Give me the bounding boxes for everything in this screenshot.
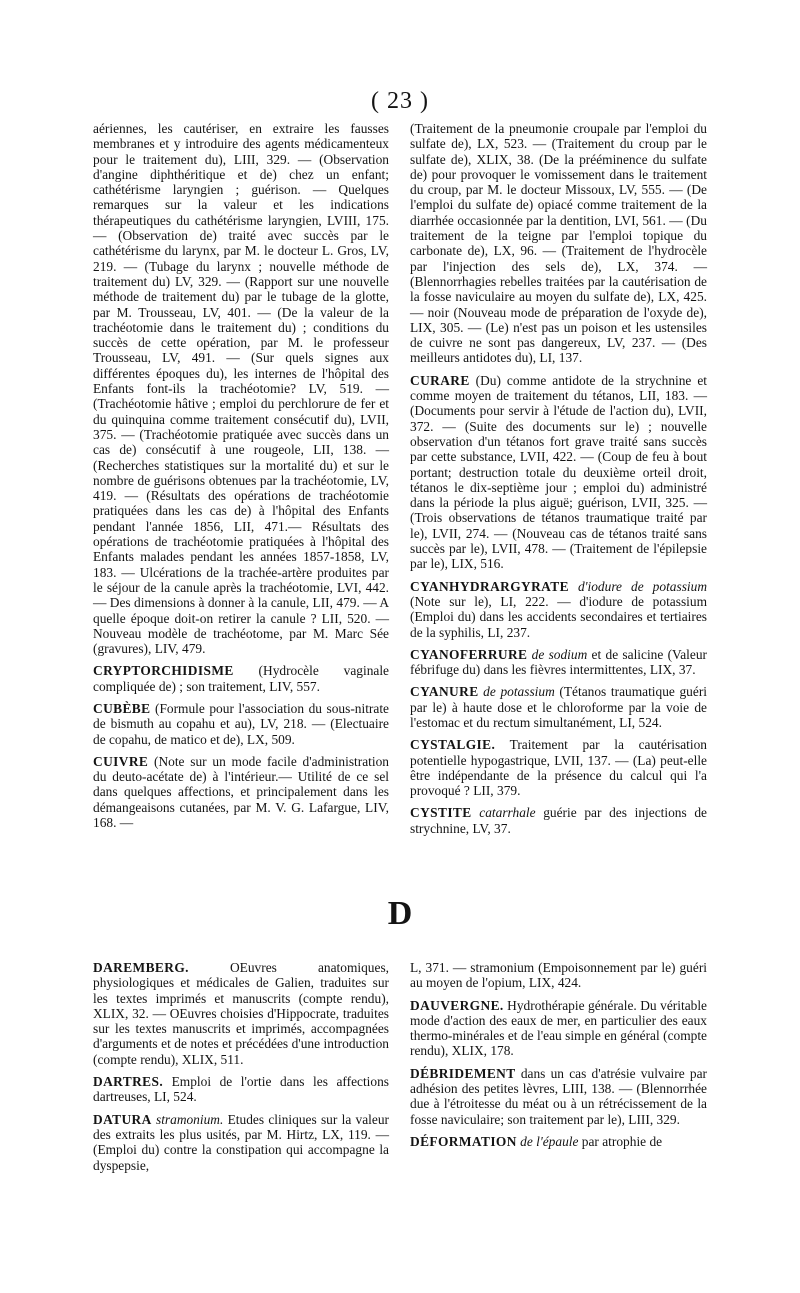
- index-entry: [410, 579, 707, 640]
- page-number: ( 23 ): [371, 88, 429, 114]
- index-entry: [410, 805, 707, 836]
- entry-headword: CUIVRE: [93, 753, 149, 769]
- entry-headword: CYANHYDRARGYRATE: [410, 578, 569, 594]
- entry-text: par atrophie de: [578, 1133, 663, 1149]
- entry-headword: DÉBRIDEMENT: [410, 1065, 516, 1081]
- index-entry: [410, 373, 707, 572]
- entry-headword: CURARE: [410, 372, 470, 388]
- column-bottom-left: [93, 960, 389, 1180]
- index-entry: [93, 1074, 389, 1105]
- entry-text: aériennes, les cautériser, en extraire les fausses membranes et y introduire des agents médicamenteux pour le traitement du), LIII, 329. — (Observation d'angine diphthéritique et de) chez un enfant; cathétérisme laryngien ; guérison. — Quelques remarques sur la valeur et les indications thérapeutiques du cathétérisme laryngien, LVIII, 175. — (Observation de) traité avec succès par le cathétérisme du larynx, par M. le docteur L. Gros, LV, 219. — (Tubage du larynx ; nouvelle méthode de traitement du) LV, 329. — (Rapport sur une nouvelle méthode de traitement du) par le tubage de la glotte, par M. Trousseau, LV, 401. — (De la valeur de la trachéotomie dans le traitement du) ; conditions du succès de cette opération, par M. le professeur Trousseau, LV, 491. — (Sur quels signes aux différentes époques du), les internes de l'hôpital des Enfants font-ils la trachéotomie? LV, 519. — (Trachéotomie hâtive ; emploi du perchlorure de fer et du quinquina comme traitement consécutif du), LVII, 375. — (Trachéotomie pratiquée avec succès dans un cas de) consécutif à une rougeole, LII, 138. — (Recherches statistiques sur la mortalité du) et sur le nombre de guérisons obtenues par la trachéotomie, LV, 419. — (Résultats des opérations de trachéotomie pratiquées dans les cas de) à l'hôpital des Enfants pendant l'année 1856, LII, 471.— Résultats des opérations de trachéotomie pratiquées à l'hôpital des Enfants malades pendant les années 1857-1858, LV, 183. — Ulcérations de la trachée-artère produites par le séjour de la canule après la trachéotomie, LVI, 442. — Des dimensions à donner à la canule, LII, 479. — A quelle époque doit-on retirer la canule ? LII, 520. — Nouveau modèle de trachéotome, par M. Marc Sée (gravures), LIV, 479.: [93, 121, 389, 657]
- entry-text: Etudes cliniques sur la valeur des extraits les plus usités, par M. Hirtz, LX, 119. — (Emploi du) contre la constipation qui accompagne la dyspepsie,: [93, 1111, 390, 1173]
- index-entry: [93, 1112, 389, 1173]
- entry-headword: CUBÈBE: [93, 700, 151, 716]
- entry-text: (Note sur un mode facile d'administration du deuto-acétate de) à l'intérieur.— Utilité de ce sel dans quelques affections, et principalement dans les démangeaisons cutanées, par M. V. G. Lafargue, LIV, 168. —: [93, 753, 389, 831]
- entry-headword: DATURA: [93, 1111, 152, 1127]
- column-bottom-right: [410, 960, 707, 1156]
- entry-text: (Du) comme antidote de la strychnine et comme moyen de traitement du tétanos, LII, 183. — (Documents pour servir à l'étude de l'action du), LVII, 372. — (Suite des documents sur le) ; nouvelle observation d'un tétanos fort grave traité sans succès par cette substance, LVII, 422. — (Coup de feu à bout portant; destruction totale du deuxième orteil droit, tétanos le dix-septième jour ; emploi du) administré dans la période la plus aiguë; guérison, LVII, 325. — (Trois observations de tétanos traumatique traité par le), LVII, 274. — (Nouveau cas de tétanos traité sans succès par le), LVII, 478. — (Traitement de l'épilepsie par le), LIX, 516.: [410, 372, 707, 572]
- entry-emphasis: d'iodure de potassium: [568, 578, 707, 594]
- entry-emphasis: catarrhale: [471, 805, 536, 821]
- index-entry: [93, 960, 389, 1067]
- entry-text: dans un cas d'atrésie vulvaire par adhésion des petites lèvres, LIII, 138. — (Blennorrhée due à l'étroitesse du méat ou à un rétrécissement de la fosse naviculaire; son traitement par le), LIII, 329.: [410, 1065, 707, 1127]
- index-entry: [93, 701, 389, 747]
- entry-emphasis: stramonium.: [151, 1111, 224, 1127]
- entry-text: (Traitement de la pneumonie croupale par l'emploi du sulfate de), LX, 523. — (Traitement du croup par le sulfate de), XLIX, 38. (De la prééminence du sulfate de) pour provoquer le vomissement dans le traitement du croup, par M. le docteur Missoux, LV, 555. — (De l'emploi du sulfate de) opiacé comme traitement de la diarrhée occasionnée par la dentition, LVI, 561. — (Du traitement de la teigne par l'emploi topique du carbonate de), LX, 96. — (Traitement de l'hydrocèle par l'injection des sels de), LX, 374. — (Blennorrhagies rebelles traitées par la cautérisation de la fosse naviculaire au moyen du sulfate de), LX, 425. — noir (Nouveau mode de préparation de l'oxyde de), LIX, 305. — (Le) n'est pas un poison et les ustensiles de cuivre ne sont pas dangereux, LV, 237. — (Des meilleurs antidotes du), LI, 137.: [410, 121, 707, 366]
- index-entry: [410, 1066, 707, 1127]
- entry-emphasis: de sodium: [527, 646, 588, 662]
- entry-headword: CYANOFERRURE: [410, 646, 528, 662]
- entry-text: (Tétanos traumatique guéri par le) à haute dose et le chloroforme par la voie de l'estomac et du rectum simultanément, LI, 524.: [410, 684, 707, 730]
- entry-headword: CRYPTORCHIDISME: [93, 663, 234, 679]
- entry-headword: CYANURE: [410, 684, 479, 700]
- index-entry: [93, 754, 389, 830]
- index-entry: [410, 998, 707, 1059]
- entry-headword: CYSTITE: [410, 805, 472, 821]
- entry-headword: CYSTALGIE.: [410, 737, 496, 753]
- index-entry: [93, 663, 389, 694]
- index-entry: [410, 737, 707, 798]
- entry-text: Hydrothérapie générale. Du véritable mode d'action des eaux de mer, en particulier des eaux thermo-minérales et de l'eau simple en général (compte rendu), XLIX, 178.: [410, 997, 707, 1059]
- entry-headword: DAUVERGNE.: [410, 997, 504, 1013]
- index-entry: [410, 960, 707, 991]
- entry-emphasis: de l'épaule: [516, 1133, 579, 1149]
- entry-text: L, 371. — stramonium (Empoisonnement par le) guéri au moyen de l'opium, LIX, 424.: [410, 960, 707, 991]
- index-entry: [410, 1134, 707, 1149]
- index-entry: [410, 684, 707, 730]
- entry-text: guérie par des injections de strychnine, LV, 37.: [410, 805, 707, 836]
- index-entry: [93, 121, 389, 656]
- entry-text: et de salicine (Valeur fébrifuge du) dans les fièvres intermittentes, LIX, 37.: [410, 646, 707, 678]
- index-entry: [410, 121, 707, 366]
- column-top-left: [93, 121, 389, 837]
- entry-text: Emploi de l'ortie dans les affections dartreuses, LI, 524.: [93, 1074, 389, 1105]
- entry-text: Traitement par la cautérisation potentielle hypogastrique, LVII, 137. — (La) peut-elle être indépendante de la présence du calcul qui l'a provoqué ? LII, 379.: [410, 737, 707, 799]
- entry-headword: DÉFORMATION: [410, 1133, 517, 1149]
- index-entry: [410, 647, 707, 678]
- entry-text: (Note sur le), LI, 222. — d'iodure de potassium (Emploi du) dans les accidents secondaires et tertiaires de la syphilis, LI, 237.: [410, 593, 707, 640]
- entry-headword: DARTRES.: [93, 1074, 164, 1090]
- entry-emphasis: de potassium: [478, 684, 555, 700]
- entry-headword: DAREMBERG.: [93, 960, 189, 975]
- section-letter: D: [387, 895, 413, 932]
- entry-text: OEuvres anatomiques, physiologiques et médicales de Galien, traduites sur les textes imprimés et manuscrits (compte rendu), XLIX, 32. — OEuvres choisies d'Hippocrate, traduites sur les textes manuscrits et imprimés, accompagnées d'arguments et de notes et précédées d'une introduction (compte rendu), XLIX, 511.: [93, 960, 389, 1067]
- column-top-right: [410, 121, 707, 843]
- entry-text: (Formule pour l'association du sous-nitrate de bismuth au copahu et au), LV, 218. — (Electuaire de copahu, de matico et de), LX, 509.: [93, 700, 389, 747]
- entry-text: (Hydrocèle vaginale compliquée de) ; son traitement, LIV, 557.: [93, 663, 389, 694]
